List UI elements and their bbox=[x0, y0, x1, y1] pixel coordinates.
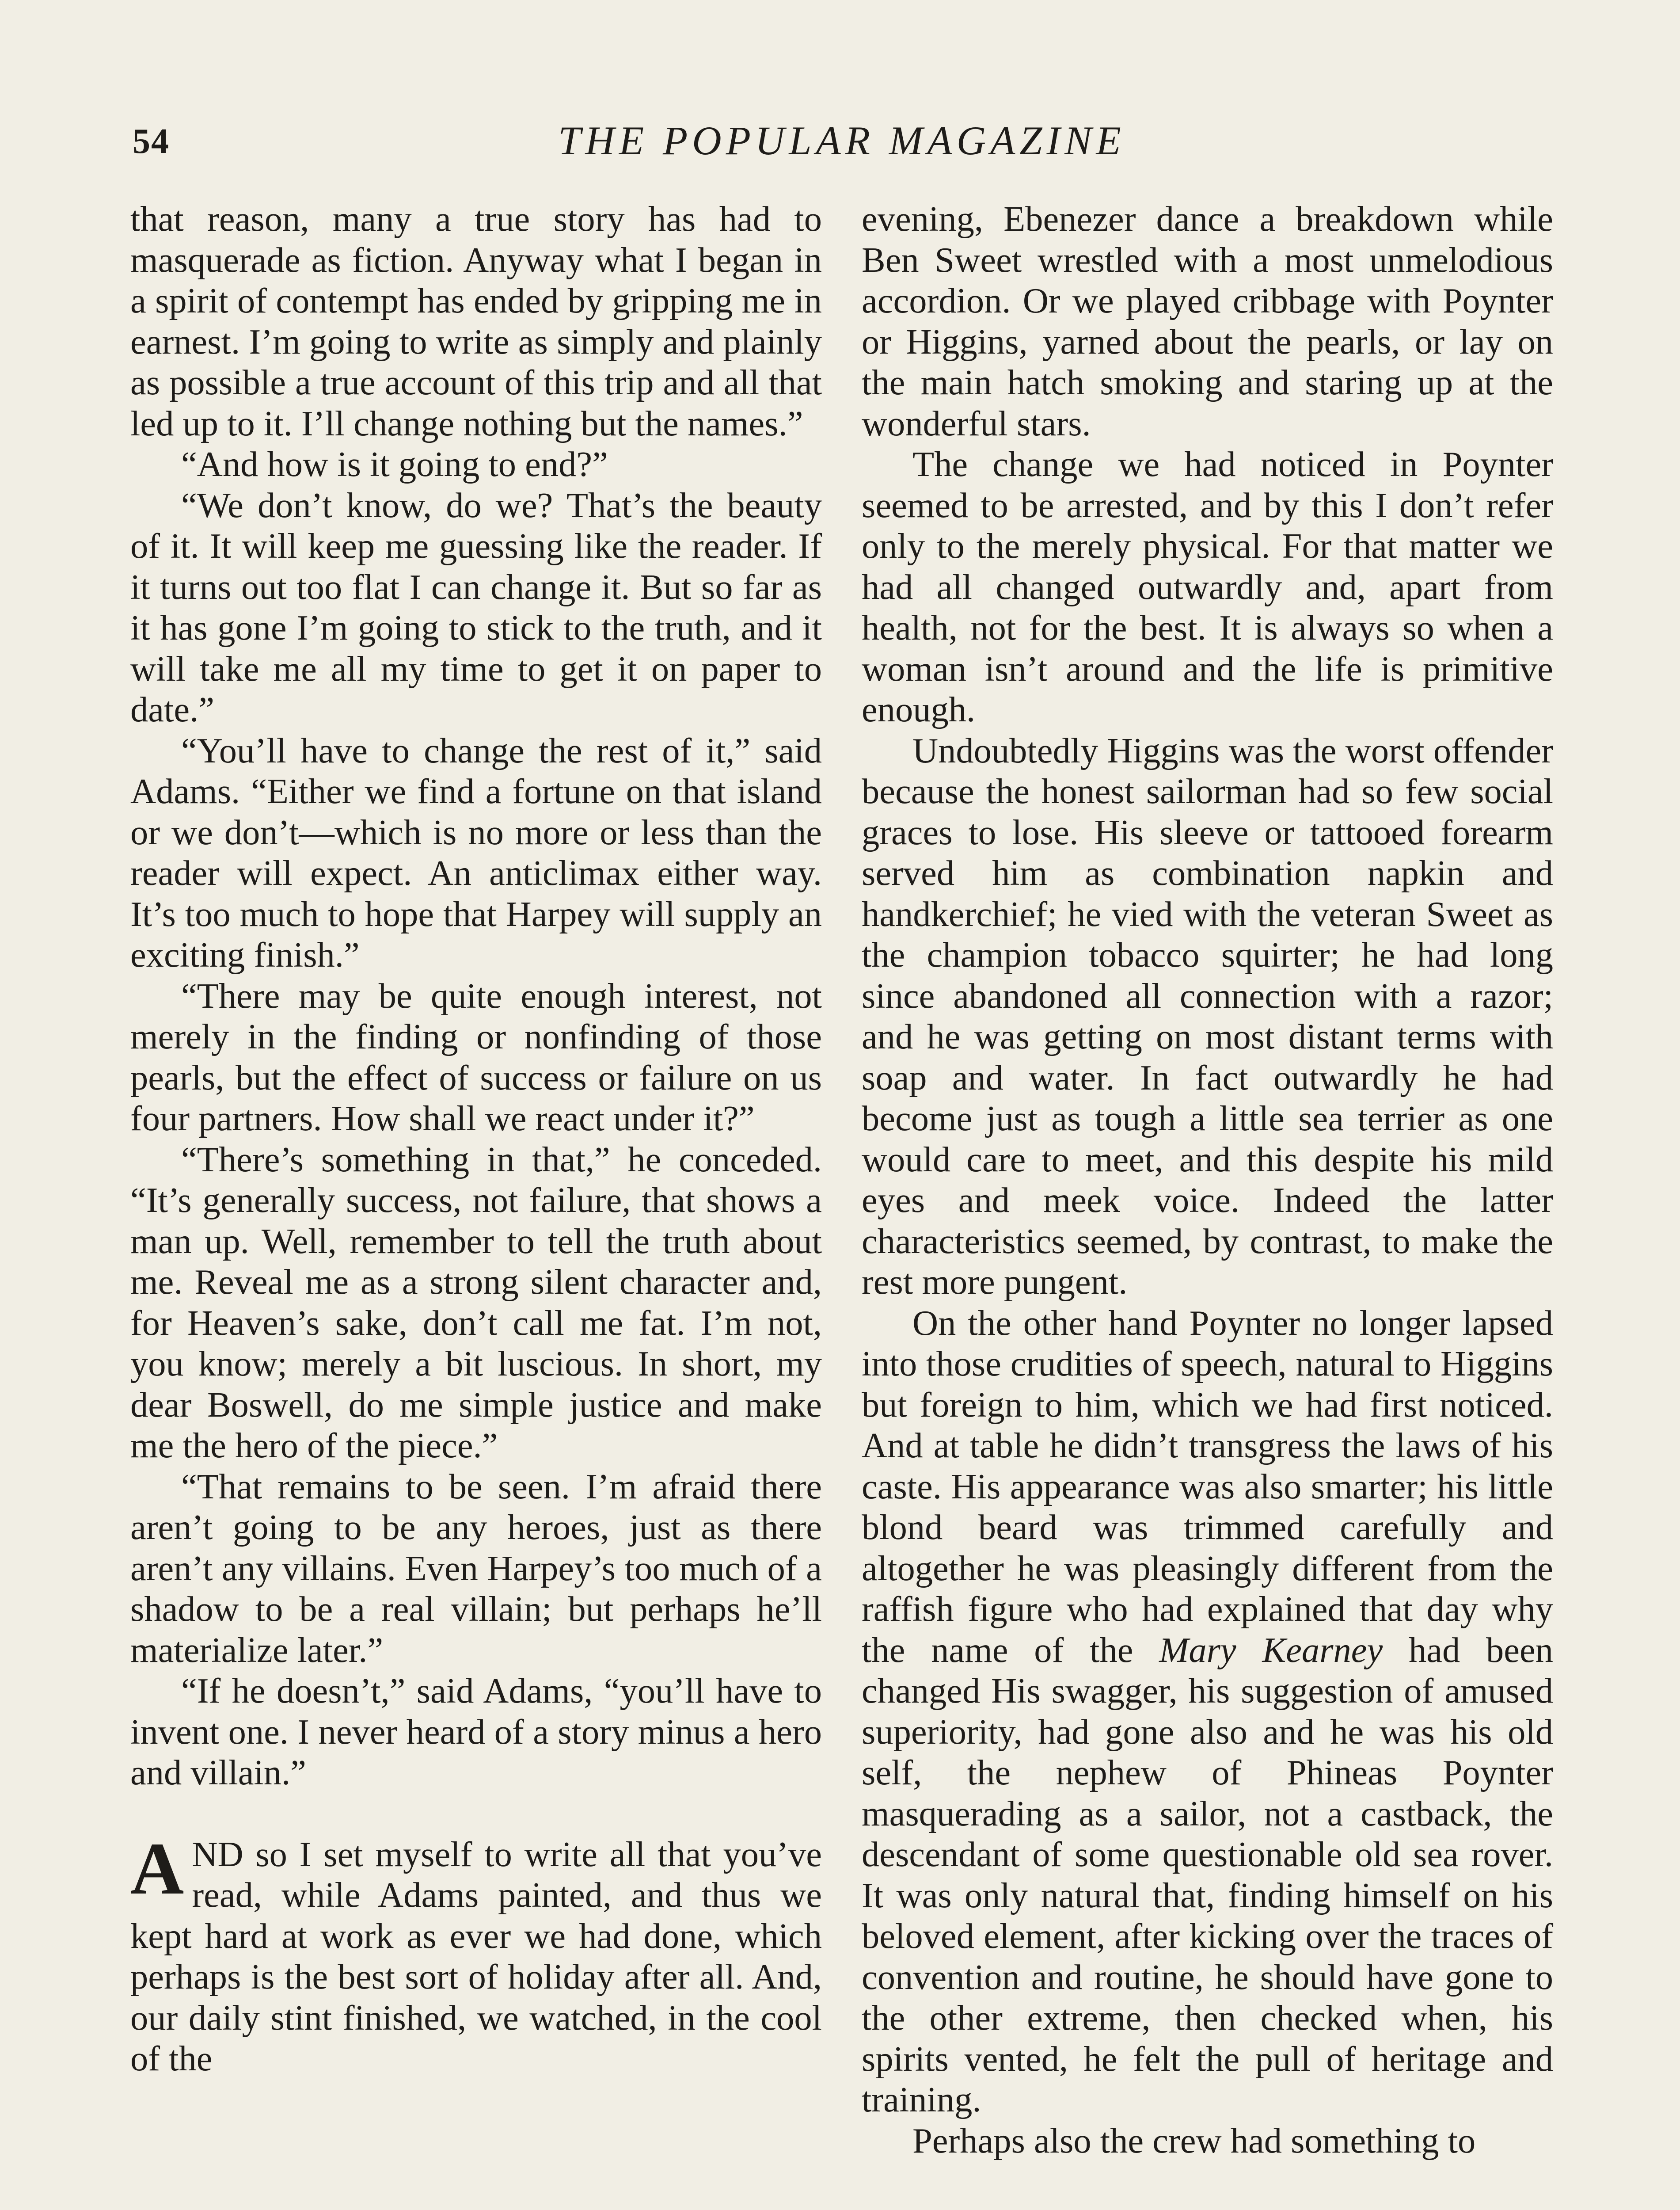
running-title: THE POPULAR MAGAZINE bbox=[558, 118, 1125, 163]
paragraph: “If he doesn’t,” said Adams, “you’ll have to invent one. I never heard of a story minus a hero and villain.” bbox=[130, 1671, 822, 1792]
paragraph: “And how is it going to end?” bbox=[181, 445, 608, 484]
paragraph: The change we had noticed in Poynter seemed to be arrested, and by this I don’t refer only to the merely physical. For that matter we had all changed outwardly and, apart from health, not for the best. It is always so when a woman isn’t around and the life is primitive enough. bbox=[862, 445, 1553, 729]
section-start-paragraph bbox=[130, 1827, 822, 2080]
ship-name: Mary Kearney bbox=[1159, 1630, 1383, 1670]
paragraph bbox=[862, 1303, 1553, 2121]
paragraph: “There may be quite enough interest, not merely in the finding or nonfinding of those pearls, but the effect of success or failure on us four partners. How shall we react under it?” bbox=[130, 976, 822, 1138]
right-column bbox=[862, 199, 1553, 2161]
page-number: 54 bbox=[133, 122, 170, 161]
drop-cap: A bbox=[130, 1827, 184, 1910]
left-column bbox=[130, 199, 822, 2080]
paragraph: Undoubtedly Higgins was the worst offender because the honest sailorman had so few social graces to lose. His sleeve or tattooed forearm served him as combination napkin and handkerchief; he vied with the veteran Sweet as the champion tobacco squirter; he had long since abandoned all connection with a razor; and he was getting on most distant terms with soap and water. In fact outwardly he had become just as tough a little sea terrier as one would care to meet, and this despite his mild eyes and meek voice. Indeed the latter characteristics seemed, by contrast, to make the rest more pungent. bbox=[862, 731, 1553, 1302]
paragraph: “That remains to be seen. I’m afraid there aren’t going to be any heroes, just as there aren’t any villains. Even Harpey’s too much of a shadow to be a real villain; but perhaps he’ll materialize later.” bbox=[130, 1467, 822, 1670]
section-smallcaps: ND bbox=[192, 1834, 243, 1874]
section-text: so I set myself to write all that you’ve read, while Adams painted, and thus we kept hard at work as ever we had done, which perhaps is the best sort of holiday after all. And, our daily stint finished, we watched, in the cool of the bbox=[130, 1834, 822, 2078]
paragraph: that reason, many a true story has had to masquerade as fiction. Anyway what I began in a spirit of contempt has ended by gripping me in earnest. I’m going to write as simply and plainly as possible a true account of this trip and all that led up to it. I’ll change nothing but the names.” bbox=[130, 199, 822, 443]
paragraph-text: had been changed His swagger, his suggestion of amused superiority, had gone also and he was his old self, the nephew of Phineas Poynter masquerading as a sailor, not a castback, the descendant of some questionable old sea rover. It was only natural that, finding himself on his beloved element, after kicking over the traces of convention and routine, he should have gone to the other extreme, then checked when, his spirits vented, he felt the pull of heritage and training. bbox=[862, 1630, 1553, 2119]
paragraph: “We don’t know, do we? That’s the beauty of it. It will keep me guessing like the reader. If it turns out too flat I can change it. But so far as it has gone I’m going to stick to the truth, and it will take me all my time to get it on paper to date.” bbox=[130, 485, 822, 729]
paragraph: Perhaps also the crew had something to bbox=[912, 2121, 1476, 2160]
paragraph: “There’s something in that,” he conceded. “It’s generally success, not failure, that shows a man up. Well, remember to tell the truth about me. Reveal me as a strong silent character and, for Heaven’s sake, don’t call me fat. I’m not, you know; merely a bit luscious. In short, my dear Boswell, do me simple justice and make me the hero of the piece.” bbox=[130, 1139, 822, 1465]
paragraph: “You’ll have to change the rest of it,” said Adams. “Either we find a fortune on that island or we don’t—which is no more or less than the reader will expect. An anticlimax either way. It’s too much to hope that Harpey will supply an exciting finish.” bbox=[130, 731, 822, 975]
page-header bbox=[128, 113, 1555, 161]
paragraph-text: On the other hand Poynter no longer lapsed into those crudities of speech, natural to Higgins but foreign to him, which we had first noticed. And at table he didn’t transgress the laws of his caste. His appearance was also smarter; his little blond beard was trimmed carefully and altogether he was pleasingly different from the raffish figure who had explained that day why the name of the bbox=[862, 1303, 1553, 1670]
continued-paragraph: evening, Ebenezer dance a breakdown while Ben Sweet wrestled with a most unmelodious accordion. Or we played cribbage with Poynter or Higgins, yarned about the pearls, or lay on the main hatch smoking and staring up at the wonderful stars. bbox=[862, 199, 1553, 443]
